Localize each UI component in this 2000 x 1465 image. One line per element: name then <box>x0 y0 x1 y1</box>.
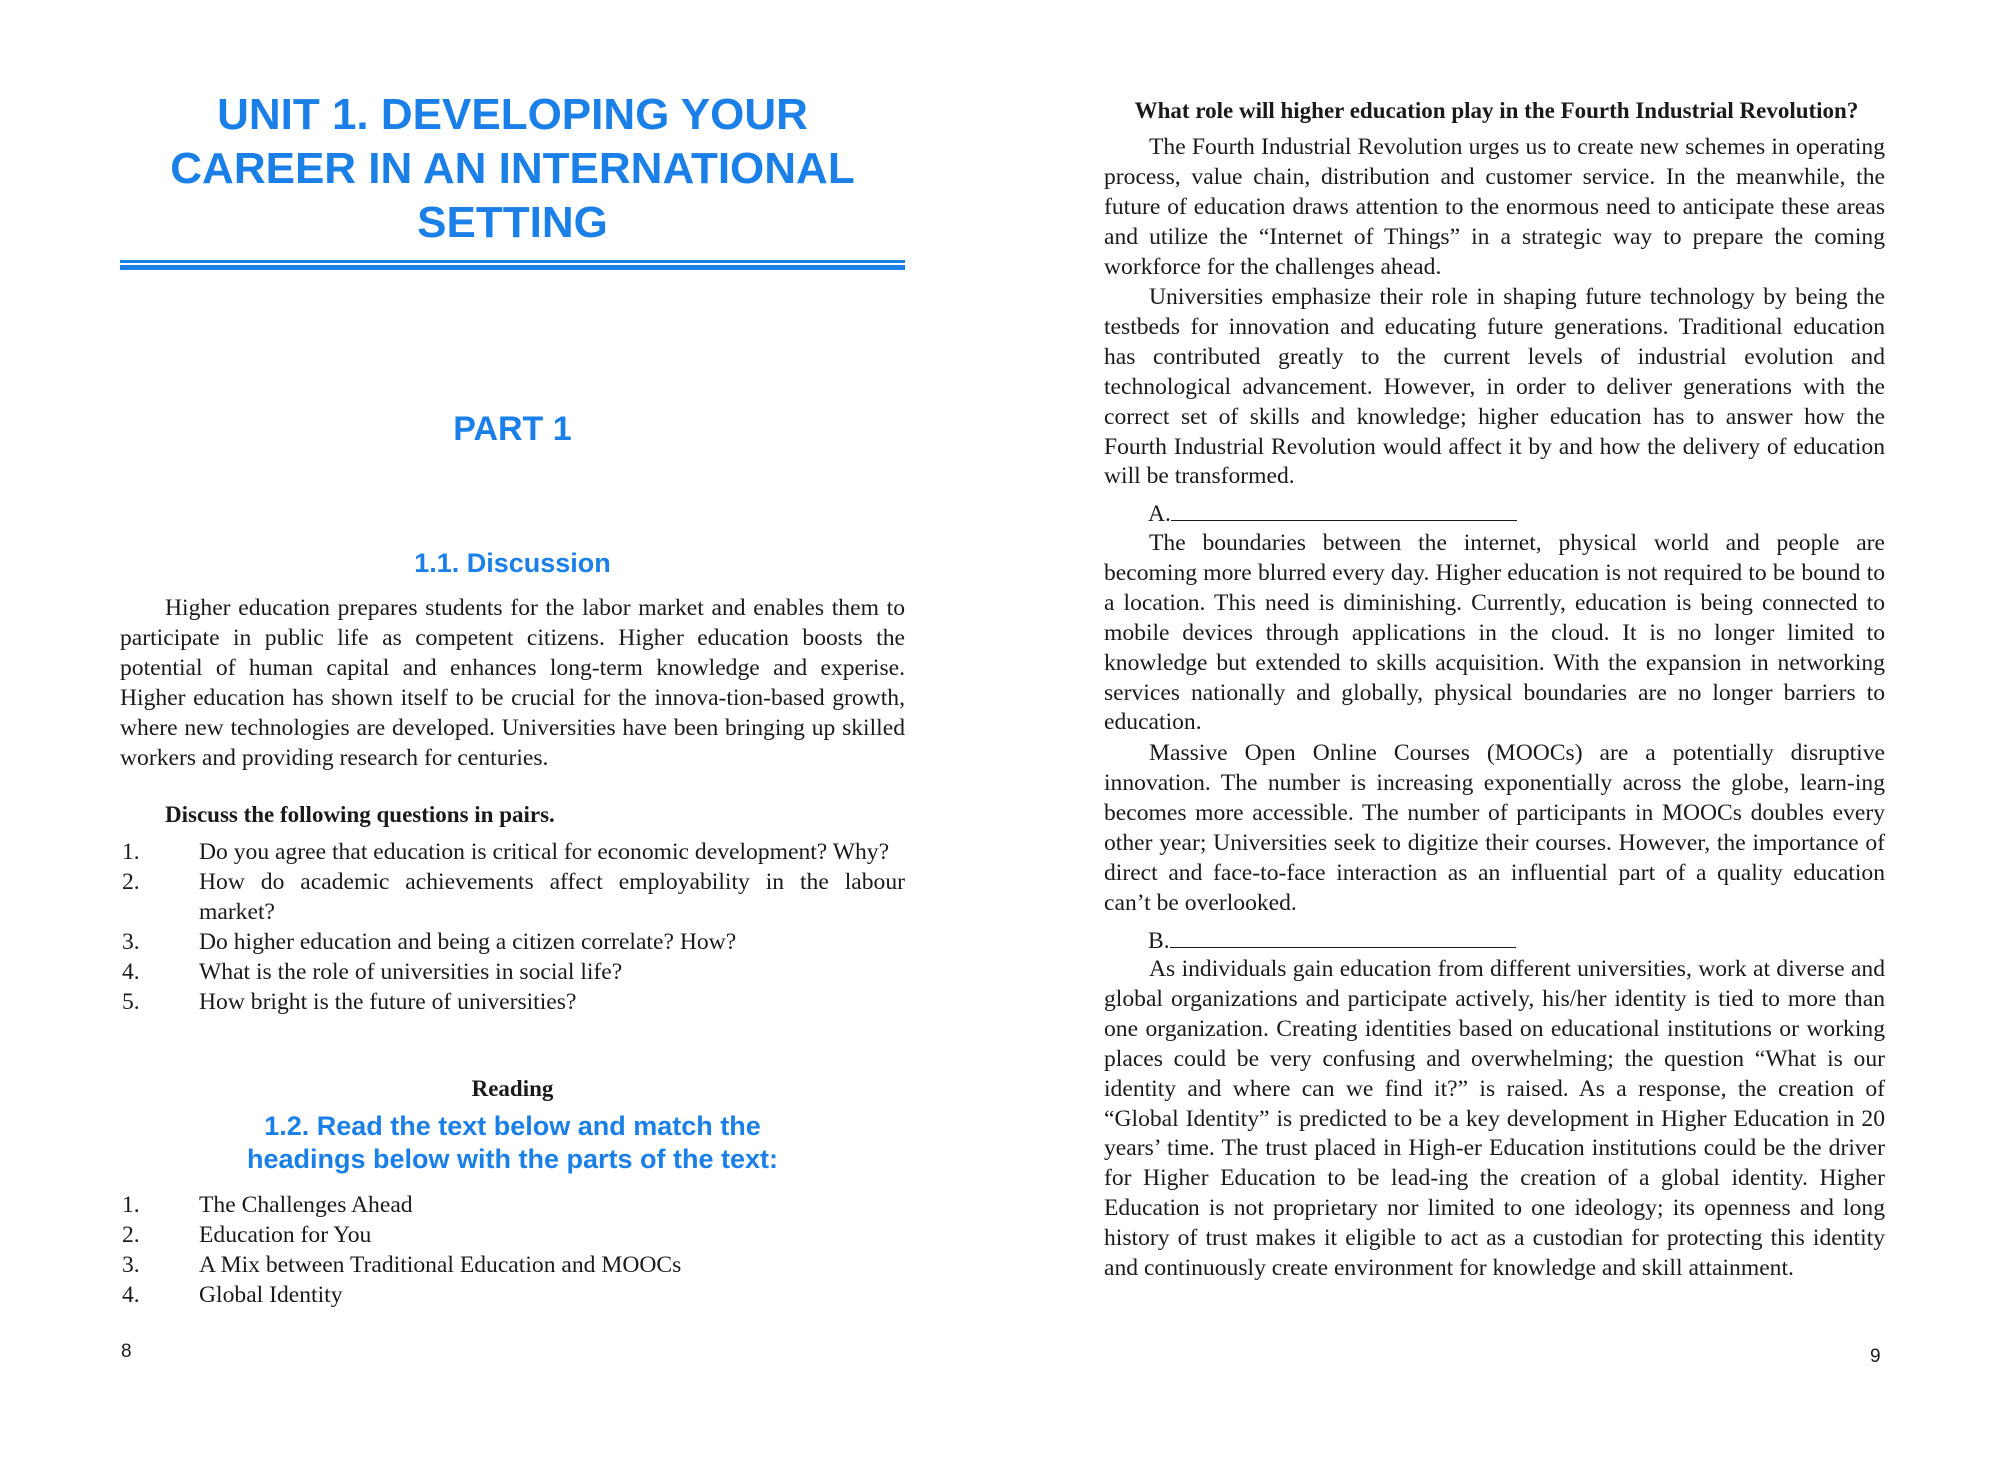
list-text: Do higher education and being a citizen correlate? How? <box>199 928 737 955</box>
list-number: 1. <box>122 839 140 865</box>
list-text: Education for You <box>199 1221 372 1248</box>
blank-line <box>1171 498 1517 521</box>
body-paragraph: The Fourth Industrial Revolution urges us to create new schemes in operating process, value chain, distribution and customer service. In the meanwhile, the future of education draws attention to the enormous need to anticipate these areas and utilize the “Internet of Things” in a strategic way to prepare the coming workforce for the challenges ahead. <box>1104 134 1885 280</box>
list-number: 4. <box>122 958 140 985</box>
body-paragraph: Universities emphasize their role in shaping future technology by being the testbeds for innovation and educating future generations. Traditional education has contributed greatly to the current levels of industrial evolution and technological advancement. However, in order to deliver generations with the correct set of skills and knowledge; higher education has to answer how the Fourth Industrial Revolution would affect it by and how the delivery of education will be transformed. <box>1104 284 1885 490</box>
list-item <box>120 868 905 928</box>
part-heading: PART 1 <box>453 410 572 448</box>
blank-a <box>1148 498 1517 529</box>
page-number-right: 9 <box>1870 1346 1881 1367</box>
blank-line <box>1170 925 1516 948</box>
blank-b <box>1148 925 1516 956</box>
list-text: Global Identity <box>199 1281 343 1308</box>
list-item <box>120 838 905 868</box>
list-number: 2. <box>122 868 140 895</box>
list-text: A Mix between Traditional Education and MOOCs <box>199 1251 682 1278</box>
page-number-left: 8 <box>121 1341 132 1362</box>
headings-list <box>120 1191 905 1311</box>
list-item <box>120 928 905 958</box>
list-item <box>120 1251 905 1281</box>
list-item <box>120 958 905 988</box>
section-discussion-heading: 1.1. Discussion <box>414 548 611 578</box>
list-number: 1. <box>122 1192 140 1218</box>
list-item <box>120 988 905 1018</box>
list-text: The Challenges Ahead <box>199 1192 413 1218</box>
body-paragraph: As individuals gain education from different universities, work at diverse and global organizations and participate actively, his/her identity is tied to more than one organization. Creating identities based on educational institutions or working places could be very confusing and overwhelming; the question “What is our identity and where can we find it?” is raised. As a response, the creation of “Global Identity” is predicted to be a key development in Higher Education in 20 years’ time. The trust placed in High-er Education institutions could be the driver for Higher Education to be lead-ing the creation of a global identity. Higher Education is not proprietary nor limited to one ideology; its openness and long history of trust makes it eligible to act as a custodian for protecting this identity and continuously create environment for knowledge and skill attainment. <box>1104 956 1885 1282</box>
list-number: 5. <box>122 988 140 1015</box>
list-text: Do you agree that education is critical for economic development? Why? <box>199 839 890 865</box>
list-item <box>120 1281 905 1311</box>
list-number: 3. <box>122 928 140 955</box>
blank-label: A. <box>1148 501 1171 527</box>
list-number: 2. <box>122 1221 140 1248</box>
section-reading-heading: 1.2. Read the text below and match the headings below with the parts of the text: <box>246 1111 779 1174</box>
blank-label: B. <box>1148 928 1170 954</box>
body-paragraph: Massive Open Online Courses (MOOCs) are a potentially disruptive innovation. The number is increasing exponentially across the globe, learn-ing becomes more accessible. The number of participants in MOOCs doubles every other year; Universities seek to digitize their courses. However, the importance of direct and face-to-face interaction as an influential part of a quality education can’t be overlooked. <box>1104 740 1885 916</box>
questions-list <box>120 838 905 1017</box>
list-number: 3. <box>122 1251 140 1278</box>
list-text: How bright is the future of universities? <box>199 988 577 1015</box>
discussion-paragraph: Higher education prepares students for the labor market and enables them to participate in public life as competent citizens. Higher education boosts the potential of human capital and enhances long-term knowledge and experise. Higher education has shown itself to be crucial for the innova-tion-based growth, where new technologies are developed. Universities have been bringing up skilled workers and providing research for centuries. <box>120 595 905 771</box>
list-item <box>120 1221 905 1251</box>
reading-label: Reading <box>471 1076 554 1101</box>
question-heading: What role will higher education play in the Fourth Industrial Revolution? <box>1134 98 1859 123</box>
unit-title: UNIT 1. DEVELOPING YOUR CAREER IN AN INTERNATIONAL SETTING <box>170 90 855 247</box>
right-page <box>1000 0 2000 1465</box>
list-item <box>120 1191 905 1221</box>
title-rule-thick <box>120 265 905 270</box>
list-text: What is the role of universities in social life? <box>199 958 623 985</box>
body-paragraph: The boundaries between the internet, physical world and people are becoming more blurred every day. Higher education is not required to be bound to a location. This need is diminishing. Currently, education is being connected to mobile devices through applications in the cloud. It is no longer limited to knowledge but extended to skills acquisition. With the expansion in networking services nationally and globally, physical boundaries are no longer barriers to education. <box>1104 530 1885 736</box>
list-text: How do academic achievements affect employability in the labour market? <box>199 868 905 925</box>
pairs-instruction: Discuss the following questions in pairs. <box>165 802 555 827</box>
list-number: 4. <box>122 1281 140 1308</box>
title-rule-thin <box>120 260 905 263</box>
